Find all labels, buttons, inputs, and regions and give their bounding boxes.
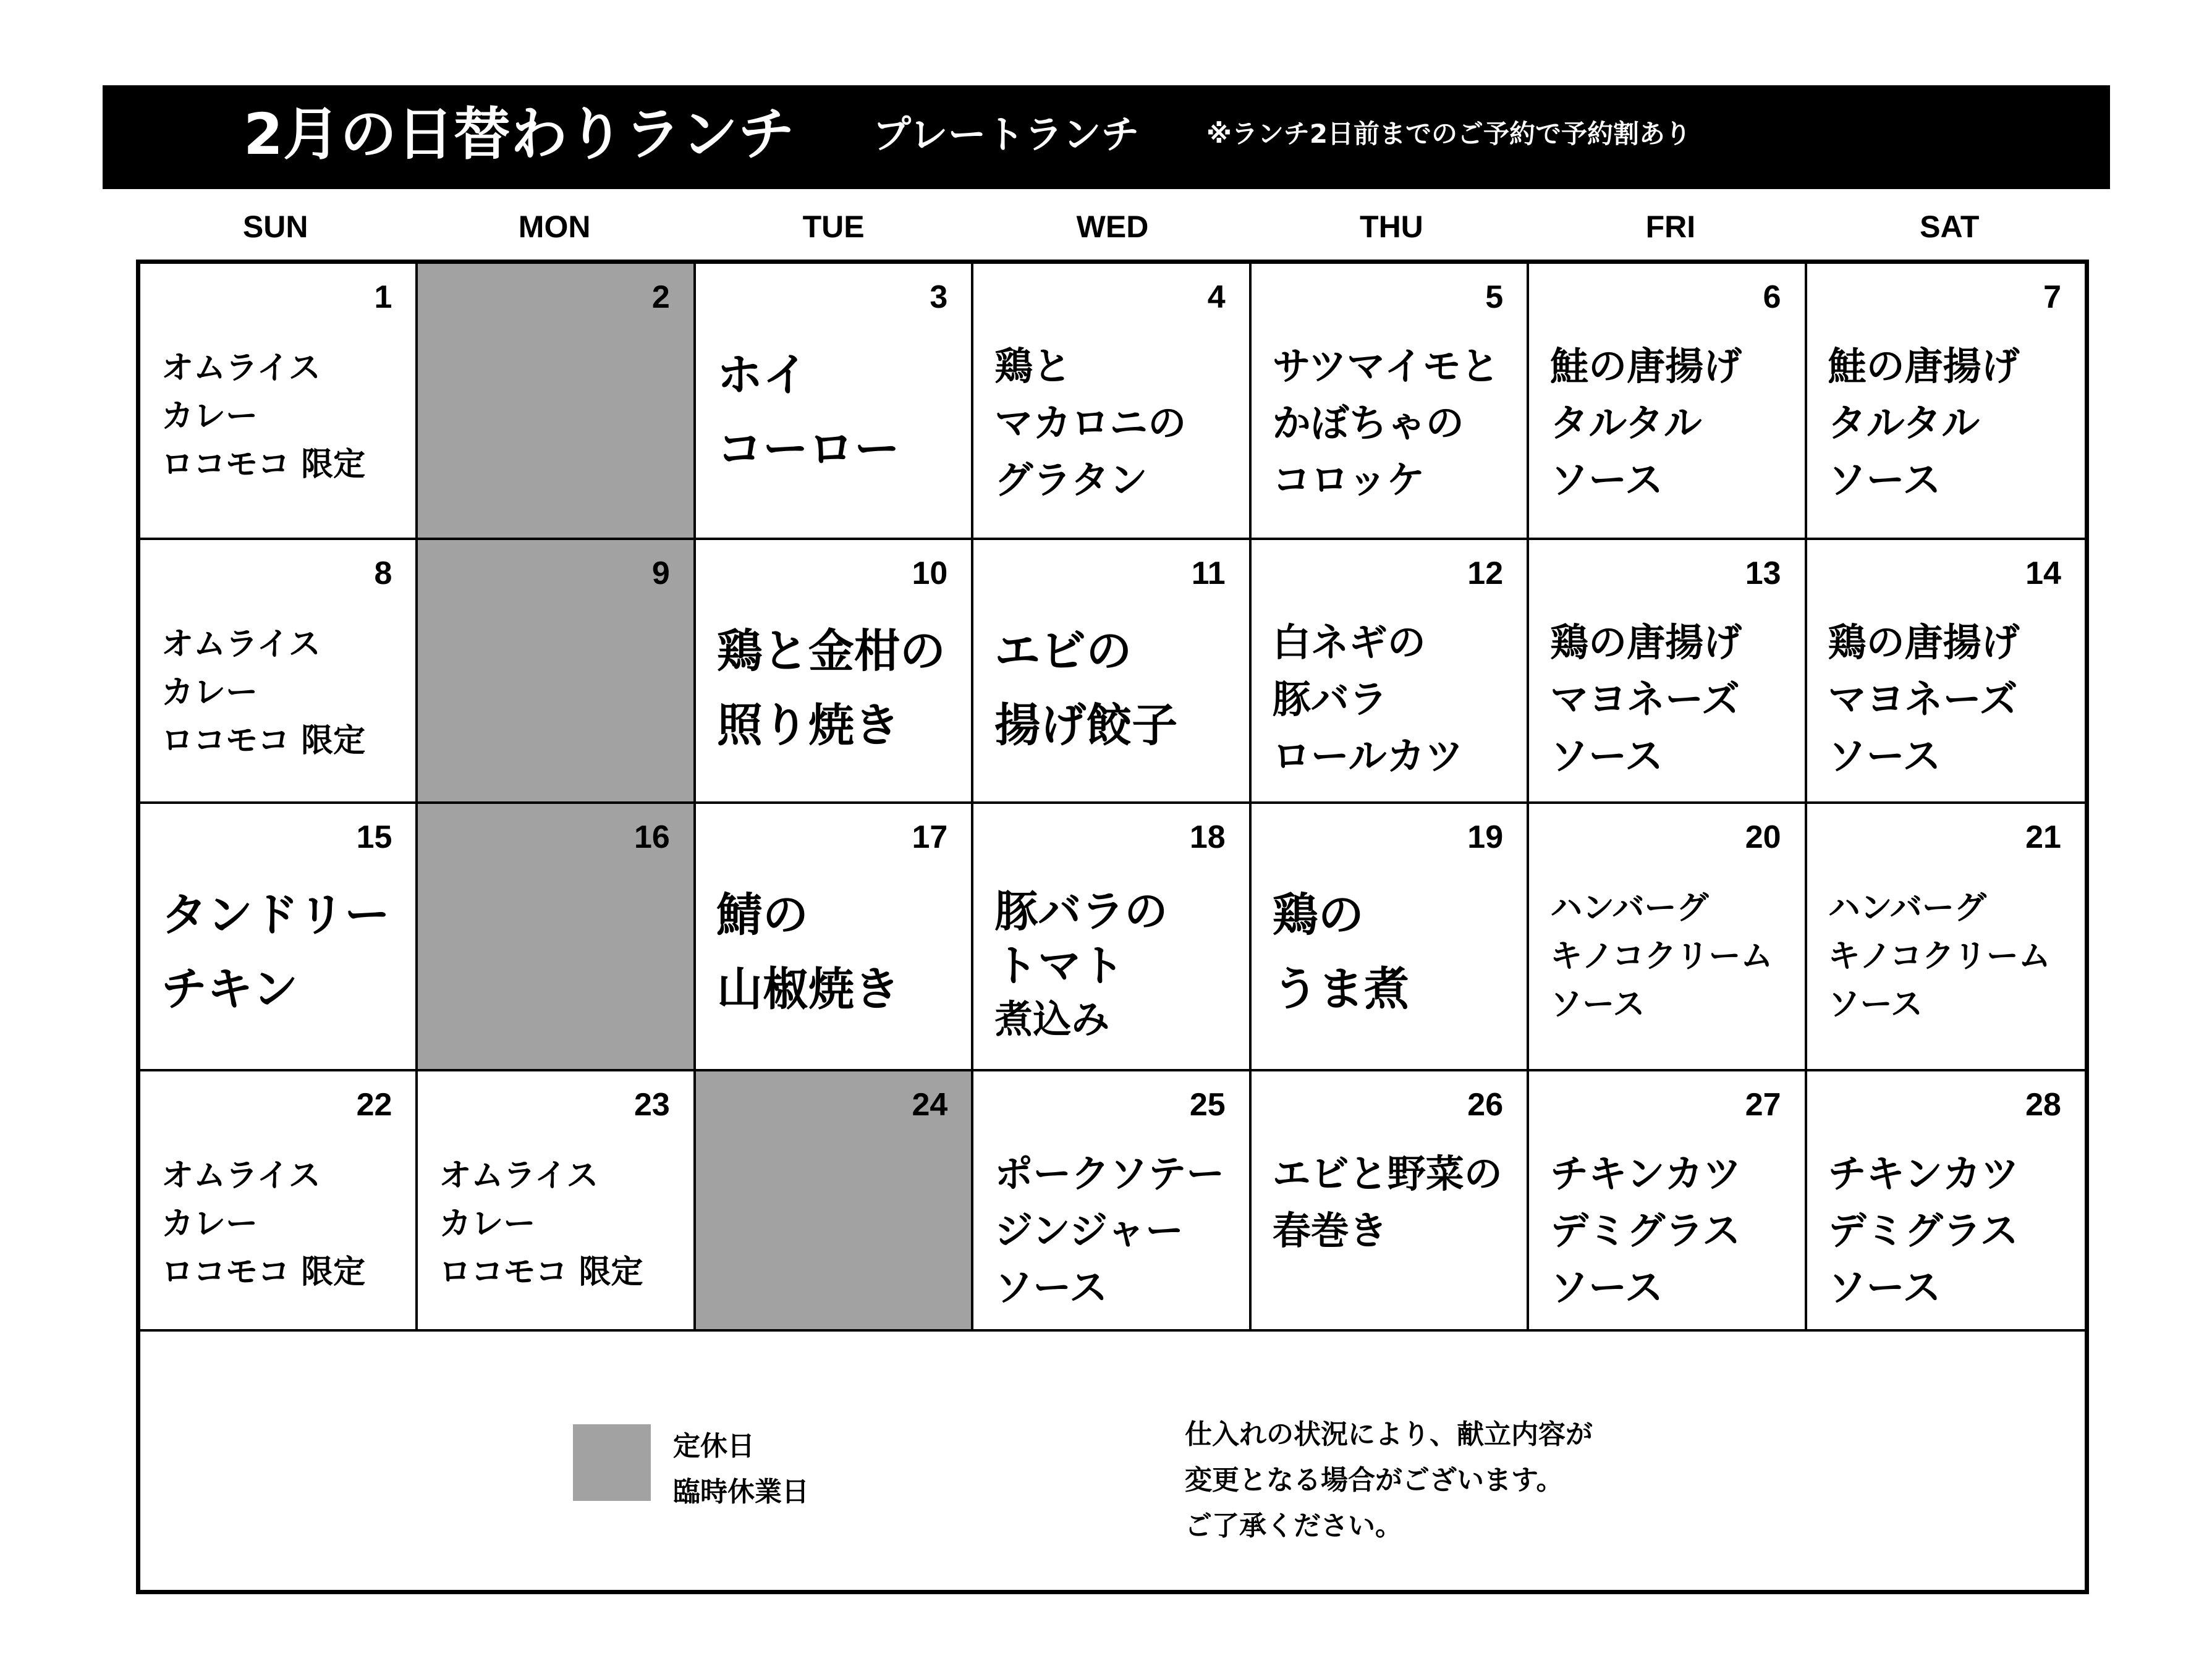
menu-line: ソース: [1828, 457, 1941, 502]
menu-line: ポークソテー: [994, 1151, 1225, 1196]
menu-line: ハンバーグ: [1550, 890, 1709, 927]
calendar-day-closed: [418, 804, 695, 1071]
weekday-sat: SAT: [1920, 209, 1980, 244]
menu-line: 山椒焼き: [716, 963, 900, 1016]
legend-regular-holiday: 定休日: [673, 1430, 755, 1462]
menu-line: オムライス: [161, 350, 321, 387]
calendar-day: [1807, 264, 2085, 540]
day-number: 17: [912, 819, 948, 855]
lunch-menu: [1550, 884, 1798, 1029]
weekday-sun: SUN: [242, 209, 308, 244]
menu-line: 鶏の唐揚げ: [1828, 620, 2020, 665]
menu-line: ソース: [994, 1265, 1108, 1310]
day-number: 19: [1467, 819, 1504, 855]
lunch-menu: [1273, 1146, 1520, 1259]
weekday-fri: FRI: [1645, 209, 1696, 244]
calendar-day: [696, 264, 973, 540]
menu-line: ロコモコ 限定: [439, 1254, 643, 1291]
calendar-day: [140, 264, 418, 540]
menu-line: チキンカツ: [1550, 1151, 1742, 1196]
calendar-day: [1807, 540, 2085, 804]
menu-line: うま煮: [1272, 963, 1410, 1016]
menu-line: 鮭の唐揚げ: [1828, 344, 2020, 389]
calendar-day: [1252, 1071, 1529, 1332]
calendar-day: [140, 804, 418, 1071]
lunch-menu: [1828, 614, 2079, 785]
calendar-day: [1252, 264, 1529, 540]
menu-line: デミグラス: [1828, 1208, 2019, 1253]
lunch-menu: [1828, 1146, 2079, 1316]
lunch-menu: [161, 344, 409, 489]
day-number: 3: [930, 279, 948, 315]
notice-line: 変更となる場合がございます。: [1185, 1464, 1564, 1496]
menu-line: オムライス: [161, 1157, 321, 1194]
lunch-menu: [1828, 884, 2079, 1029]
day-number: 7: [2043, 279, 2061, 315]
lunch-menu: [717, 614, 965, 762]
lunch-menu: [717, 878, 965, 1026]
menu-line: 春巻き: [1272, 1208, 1388, 1253]
menu-line: 鮭の唐揚げ: [1550, 344, 1742, 389]
lunch-menu: [161, 878, 409, 1026]
calendar-day: [973, 540, 1251, 804]
day-number: 8: [374, 555, 392, 591]
lunch-menu: [994, 1146, 1242, 1316]
calendar-day: [140, 540, 418, 804]
closed-day-swatch: [573, 1424, 651, 1501]
menu-line: マカロニの: [994, 400, 1187, 446]
lunch-menu: [717, 338, 965, 486]
menu-line: オムライス: [439, 1157, 599, 1194]
menu-line: ソース: [1550, 733, 1664, 779]
calendar-day: [140, 1071, 418, 1332]
menu-line: ロコモコ 限定: [161, 1254, 366, 1291]
calendar-day-closed: [696, 1071, 973, 1332]
day-number: 18: [1189, 819, 1226, 855]
lunch-menu: [994, 614, 1242, 762]
menu-line: ソース: [1828, 733, 1941, 779]
calendar: [136, 260, 2089, 1594]
calendar-day: [1529, 804, 1807, 1071]
menu-line: ソース: [1550, 986, 1645, 1023]
day-number: 25: [1189, 1087, 1226, 1123]
menu-line: 豚バラの: [994, 886, 1168, 937]
day-number: 26: [1467, 1087, 1504, 1123]
calendar-day: [1529, 540, 1807, 804]
lunch-menu: [994, 338, 1242, 509]
menu-line: カレー: [161, 398, 258, 435]
calendar-grid: [140, 264, 2085, 1332]
lunch-menu: [161, 1152, 409, 1296]
day-number: 16: [634, 819, 670, 855]
weekday-tue: TUE: [802, 209, 865, 244]
menu-line: ソース: [1550, 1265, 1664, 1310]
menu-line: キノコクリーム: [1550, 938, 1773, 975]
lunch-menu: [1550, 338, 1798, 509]
notice-line: 仕入れの状況により、献立内容が: [1185, 1419, 1593, 1450]
menu-line: 鯖の: [716, 889, 808, 942]
day-number: 22: [356, 1087, 392, 1123]
lunch-menu: [994, 884, 1242, 1046]
menu-line: グラタン: [994, 457, 1148, 502]
calendar-day: [1529, 1071, 1807, 1332]
menu-line: チキン: [161, 963, 299, 1016]
menu-line: チキンカツ: [1828, 1151, 2019, 1196]
menu-line: ホイ: [716, 348, 808, 402]
day-number: 24: [912, 1087, 948, 1123]
menu-line: カレー: [161, 1206, 258, 1243]
lunch-menu: [1273, 614, 1520, 785]
menu-line: エビと野菜の: [1272, 1151, 1502, 1196]
day-number: 2: [651, 279, 670, 315]
day-number: 21: [2025, 819, 2061, 855]
calendar-day: [1807, 1071, 2085, 1332]
menu-line: ソース: [1828, 986, 1923, 1023]
calendar-day-closed: [418, 264, 695, 540]
menu-line: コロッケ: [1272, 457, 1425, 502]
day-number: 10: [912, 555, 948, 591]
day-number: 14: [2025, 555, 2061, 591]
menu-line: タルタル: [1550, 400, 1702, 446]
calendar-day: [973, 804, 1251, 1071]
menu-line: ロコモコ 限定: [161, 446, 366, 483]
menu-line: マヨネーズ: [1828, 677, 2018, 722]
menu-line: ソース: [1828, 1265, 1941, 1310]
day-number: 28: [2025, 1087, 2061, 1123]
day-number: 1: [374, 279, 392, 315]
menu-line: トマト: [994, 940, 1125, 991]
page-subtitle: プレートランチ: [873, 112, 1140, 157]
legend-temporary-closure: 臨時休業日: [673, 1476, 809, 1508]
menu-change-notice: [1185, 1412, 1593, 1549]
menu-line: 鶏と金柑の: [716, 625, 946, 678]
day-number: 5: [1485, 279, 1504, 315]
weekday-thu: THU: [1360, 209, 1423, 244]
menu-line: ハンバーグ: [1828, 890, 1986, 927]
lunch-menu: [439, 1152, 687, 1296]
calendar-day: [973, 264, 1251, 540]
menu-line: タルタル: [1828, 400, 1980, 446]
calendar-day: [1252, 540, 1529, 804]
header-banner: [103, 85, 2110, 189]
menu-line: カレー: [439, 1206, 536, 1243]
menu-line: ジンジャー: [994, 1208, 1184, 1253]
weekday-mon: MON: [518, 209, 591, 244]
day-number: 20: [1745, 819, 1781, 855]
calendar-day-closed: [418, 540, 695, 804]
menu-line: 鶏と: [994, 344, 1072, 389]
notice-line: ご了承ください。: [1185, 1510, 1402, 1542]
menu-line: ソース: [1550, 457, 1664, 502]
menu-line: 揚げ餃子: [994, 699, 1178, 752]
day-number: 4: [1207, 279, 1226, 315]
day-number: 13: [1745, 555, 1781, 591]
menu-line: エビの: [994, 625, 1132, 678]
weekday-wed: WED: [1076, 209, 1149, 244]
menu-line: 煮込み: [994, 997, 1110, 1042]
page-title: 2月の日替わりランチ: [244, 101, 795, 167]
lunch-menu: [1550, 614, 1798, 785]
day-number: 23: [634, 1087, 670, 1123]
menu-line: サツマイモと: [1272, 344, 1499, 389]
menu-line: 鶏の唐揚げ: [1550, 620, 1742, 665]
menu-line: コーロー: [716, 423, 900, 476]
reservation-note: ※ランチ2日前までのご予約で予約割あり: [1206, 119, 1692, 149]
lunch-menu: [1273, 338, 1520, 509]
calendar-day: [1252, 804, 1529, 1071]
lunch-menu: [1550, 1146, 1798, 1316]
menu-line: カレー: [161, 674, 258, 711]
menu-line: 白ネギの: [1272, 620, 1426, 665]
day-number: 15: [356, 819, 392, 855]
lunch-menu: [161, 620, 409, 765]
menu-line: タンドリー: [161, 889, 390, 942]
day-number: 27: [1745, 1087, 1781, 1123]
day-number: 11: [1191, 555, 1226, 591]
day-number: 12: [1467, 555, 1504, 591]
day-number: 9: [651, 555, 670, 591]
menu-line: ロールカツ: [1272, 733, 1464, 779]
menu-line: デミグラス: [1550, 1208, 1741, 1253]
menu-line: マヨネーズ: [1550, 677, 1740, 722]
menu-line: 照り焼き: [716, 699, 900, 752]
menu-line: ロコモコ 限定: [161, 722, 366, 759]
calendar-day: [1807, 804, 2085, 1071]
weekday-header-row: [136, 203, 2089, 251]
day-number: 6: [1763, 279, 1781, 315]
calendar-day: [418, 1071, 695, 1332]
menu-line: 鶏の: [1272, 889, 1364, 942]
menu-line: オムライス: [161, 626, 321, 663]
menu-line: キノコクリーム: [1828, 938, 2051, 975]
calendar-day: [696, 804, 973, 1071]
lunch-menu: [1828, 338, 2079, 509]
lunch-menu: [1273, 878, 1520, 1026]
menu-line: 豚バラ: [1272, 677, 1388, 722]
calendar-day: [1529, 264, 1807, 540]
calendar-day: [696, 540, 973, 804]
calendar-day: [973, 1071, 1251, 1332]
menu-line: かぼちゃの: [1272, 400, 1464, 446]
